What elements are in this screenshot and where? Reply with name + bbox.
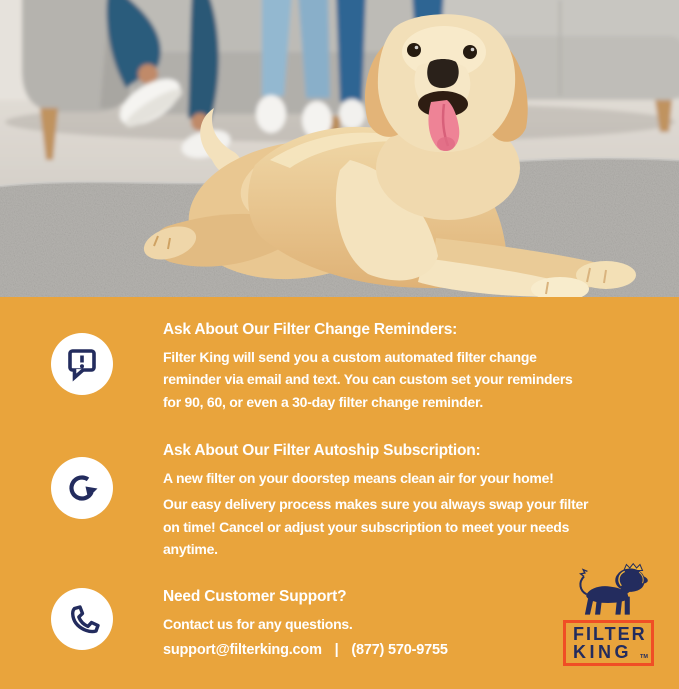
reminders-paragraph: Filter King will send you a custom automated filter change reminder via email and text. You can custom set your reminders for 90, 60, or even a 30-day filter change reminder. <box>163 349 573 410</box>
support-email: support@filterking.com <box>163 642 322 659</box>
lion-crown-logo-icon <box>573 560 651 620</box>
phone-icon-circle <box>51 588 113 650</box>
logo-text-king: KING <box>573 642 632 662</box>
autoship-paragraph-2: Our easy delivery process makes sure you always swap your filter on time! Cancel or adjust your subscription to meet your needs anytime. <box>163 496 589 558</box>
filter-king-wordmark <box>563 620 654 666</box>
chat-alert-icon-circle <box>51 333 113 395</box>
logo-text-filter: FILTER <box>573 624 647 644</box>
support-phone: (877) 570-9755 <box>351 642 448 659</box>
support-paragraph: Contact us for any questions. <box>163 616 353 632</box>
refresh-icon <box>62 468 102 508</box>
autoship-paragraph-1: A new filter on your doorstep means clean air for your home! <box>163 470 554 486</box>
reminders-heading: Ask About Our Filter Change Reminders: <box>163 321 458 338</box>
autoship-heading: Ask About Our Filter Autoship Subscription: <box>163 442 481 459</box>
chat-alert-icon <box>62 344 102 384</box>
reminders-section <box>163 320 663 417</box>
support-heading: Need Customer Support? <box>163 588 347 605</box>
autoship-section <box>163 441 663 565</box>
family-dog-photo <box>0 0 679 297</box>
phone-icon <box>62 599 102 639</box>
refresh-icon-circle <box>51 457 113 519</box>
trademark-mark: TM <box>640 654 648 660</box>
contact-separator: | <box>334 642 339 659</box>
